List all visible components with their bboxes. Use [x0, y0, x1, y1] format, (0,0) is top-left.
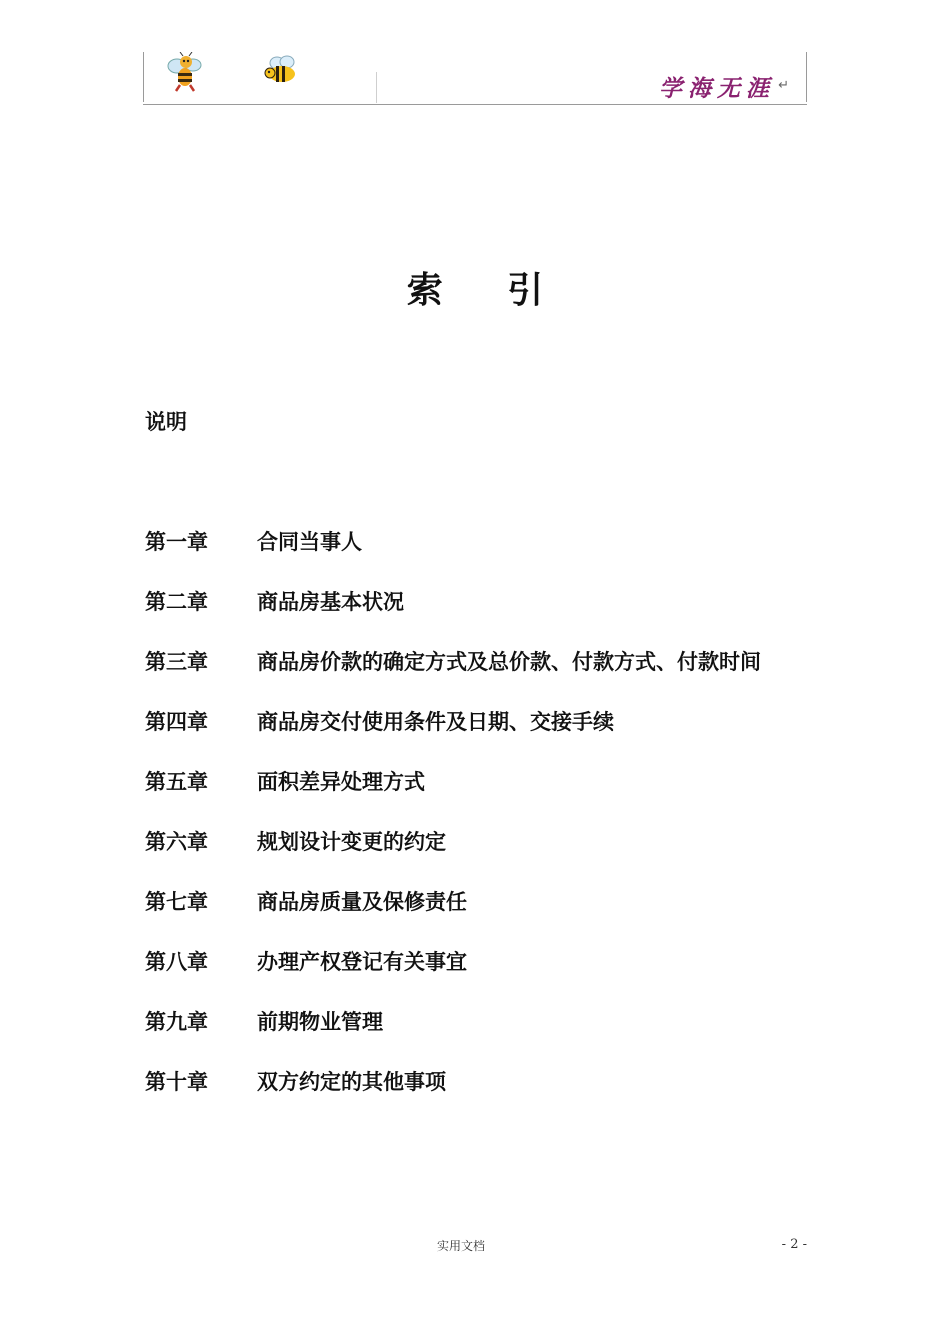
chapter-number: 第八章 [145, 950, 208, 974]
page-number: - 2 - [781, 1237, 807, 1252]
header-motto: 学海无涯 [659, 75, 775, 102]
title-char-left: 索 [406, 270, 443, 311]
intro-heading: 说明 [145, 410, 187, 434]
chapter-title: 办理产权登记有关事宜 [257, 950, 467, 974]
chapter-number: 第十章 [145, 1070, 208, 1094]
return-mark: ↵ [778, 78, 789, 93]
chapter-number: 第一章 [145, 530, 208, 554]
page-title [0, 262, 950, 313]
header-divider [376, 72, 377, 103]
chapter-title: 商品房交付使用条件及日期、交接手续 [257, 710, 614, 734]
bee-cartoon-icon [165, 52, 205, 94]
footer-label: 实用文档 [436, 1239, 485, 1253]
title-char-right: 引 [507, 270, 544, 311]
chapter-number: 第七章 [145, 890, 208, 914]
chapter-number: 第九章 [145, 1010, 208, 1034]
chapter-number: 第五章 [145, 770, 208, 794]
page-header [143, 52, 807, 105]
chapter-title: 双方约定的其他事项 [257, 1070, 446, 1094]
chapter-number: 第二章 [145, 590, 208, 614]
chapter-title: 商品房基本状况 [257, 590, 404, 614]
chapter-number: 第四章 [145, 710, 208, 734]
chapter-title: 面积差异处理方式 [257, 770, 425, 794]
chapter-title: 前期物业管理 [257, 1010, 383, 1034]
header-right-border [806, 52, 807, 102]
chapter-title: 商品房质量及保修责任 [257, 890, 467, 914]
chapter-title: 合同当事人 [257, 530, 362, 554]
chapter-title: 商品房价款的确定方式及总价款、付款方式、付款时间 [257, 650, 761, 674]
chapter-number: 第三章 [145, 650, 208, 674]
chapter-title: 规划设计变更的约定 [257, 830, 446, 854]
bee-icon [263, 54, 299, 86]
chapter-number: 第六章 [145, 830, 208, 854]
header-left-border [143, 52, 144, 102]
